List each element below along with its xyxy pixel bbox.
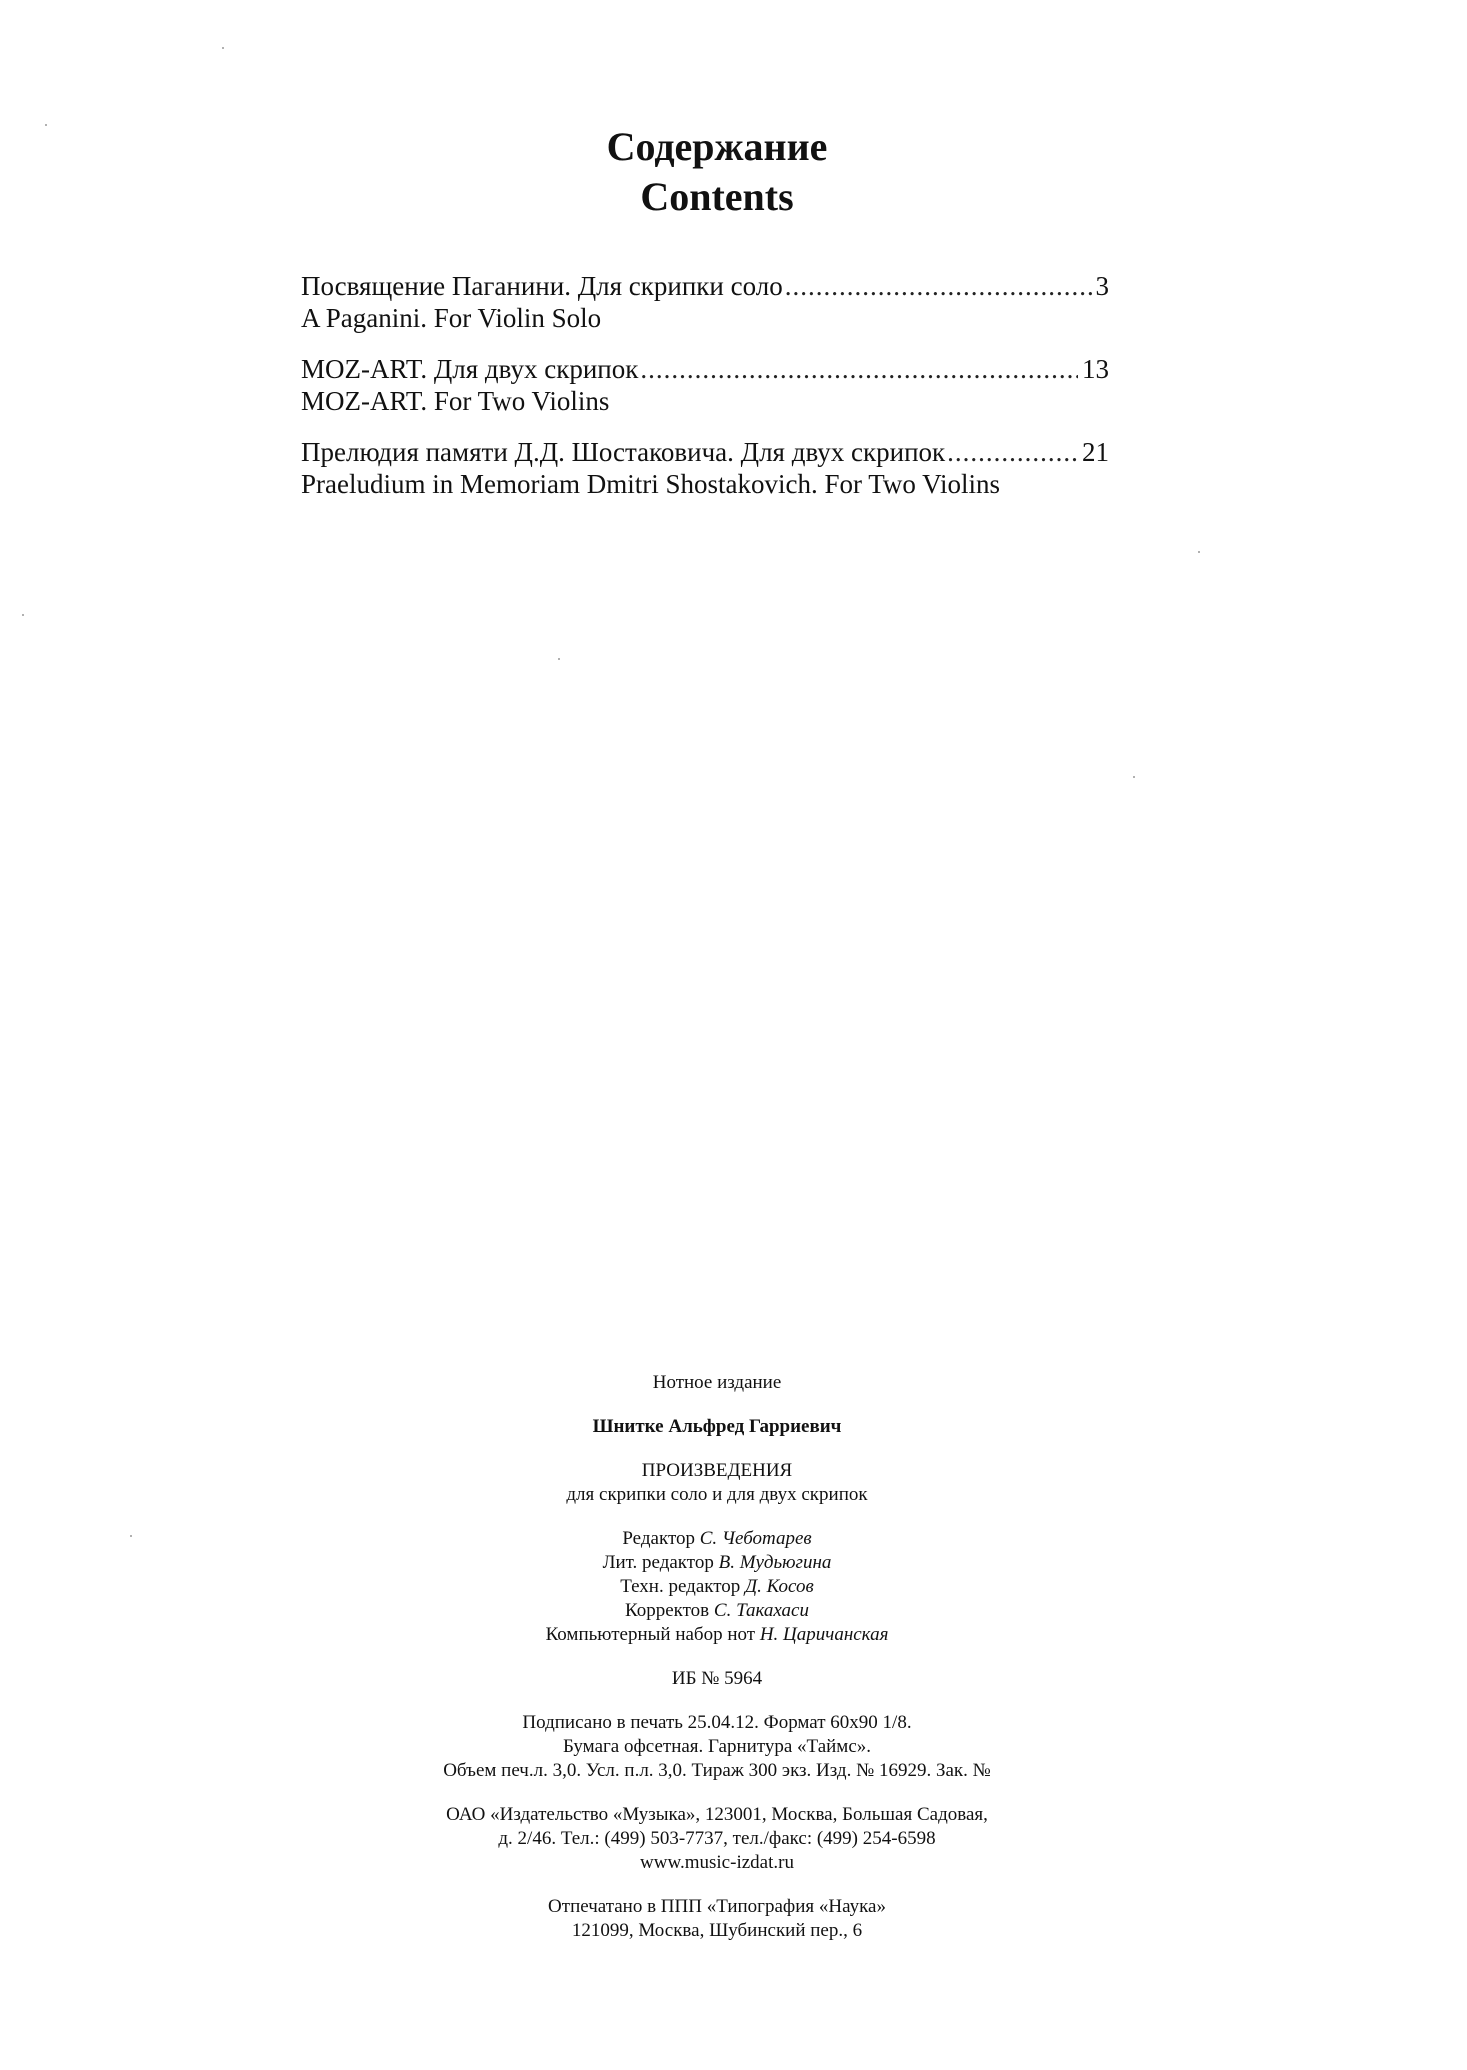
publisher-line: ОАО «Издательство «Музыка», 123001, Москва, Большая Садовая, — [446, 1804, 988, 1825]
toc-page-number[interactable]: 3 — [1095, 271, 1109, 301]
ib-number: ИБ № 5964 — [671, 1668, 763, 1689]
credit-role: Техн. редактор — [620, 1576, 741, 1597]
print-info-line: Объем печ.л. 3,0. Усл. п.л. 3,0. Тираж 300 экз. Изд. № 16929. Зак. № — [443, 1760, 991, 1781]
toc-line — [301, 270, 1109, 302]
scan-speck — [222, 47, 224, 49]
toc-page-number[interactable]: 13 — [1082, 354, 1109, 384]
work-subtitle: для скрипки соло и для двух скрипок — [566, 1484, 868, 1505]
table-of-contents — [301, 270, 1109, 519]
printer-line: Отпечатано в ППП «Типография «Наука» — [548, 1896, 886, 1917]
scan-speck — [1198, 551, 1200, 553]
scan-speck — [22, 614, 24, 616]
title-en: Contents — [640, 174, 794, 219]
toc-entry[interactable] — [301, 353, 1109, 417]
scan-speck — [1133, 776, 1135, 778]
credit-role: Корректов — [624, 1600, 710, 1621]
toc-page-number[interactable]: 21 — [1082, 437, 1109, 467]
credit-line — [0, 1551, 1434, 1575]
toc-title-en[interactable]: MOZ-ART. For Two Violins — [301, 386, 610, 416]
toc-entry[interactable] — [301, 270, 1109, 334]
publisher-line: д. 2/46. Тел.: (499) 503-7737, тел./факс: (499) 254-6598 — [498, 1828, 936, 1849]
credit-line — [0, 1623, 1434, 1647]
toc-line — [301, 353, 1109, 385]
printer-line: 121099, Москва, Шубинский пер., 6 — [571, 1920, 863, 1941]
imprint — [0, 1371, 1434, 1943]
edition-type: Нотное издание — [652, 1372, 782, 1393]
credit-person: С. Такахаси — [713, 1600, 809, 1621]
credit-line — [0, 1575, 1434, 1599]
print-info-line: Подписано в печать 25.04.12. Формат 60x90 1/8. — [522, 1712, 912, 1733]
leader-dots — [785, 270, 1092, 302]
scan-speck — [558, 658, 560, 660]
credit-role: Лит. редактор — [602, 1552, 714, 1573]
leader-dots — [947, 436, 1078, 468]
credit-person: Н. Царичанская — [759, 1624, 889, 1645]
author-name: Шнитке Альфред Гарриевич — [592, 1416, 842, 1437]
toc-entry[interactable] — [301, 436, 1109, 500]
print-info-line: Бумага офсетная. Гарнитура «Таймс». — [563, 1736, 871, 1757]
credit-line — [0, 1599, 1434, 1623]
toc-title-en[interactable]: A Paganini. For Violin Solo — [301, 303, 602, 333]
credit-person: В. Мудьюгина — [718, 1552, 832, 1573]
toc-title-en[interactable]: Praeludium in Memoriam Dmitri Shostakovich. For Two Violins — [301, 469, 1000, 499]
publisher-website[interactable]: www.music-izdat.ru — [640, 1852, 794, 1873]
credit-role: Компьютерный набор нот — [545, 1624, 756, 1645]
toc-title-ru[interactable]: Посвящение Паганини. Для скрипки соло — [301, 271, 783, 301]
toc-title-ru[interactable]: Прелюдия памяти Д.Д. Шостаковича. Для двух скрипок — [301, 437, 946, 467]
credit-role: Редактор — [622, 1528, 695, 1549]
toc-title-ru[interactable]: MOZ-ART. Для двух скрипок — [301, 354, 639, 384]
credit-person: Д. Косов — [745, 1576, 814, 1597]
title-ru: Содержание — [606, 124, 828, 169]
contents-title — [0, 122, 1434, 222]
work-title: ПРОИЗВЕДЕНИЯ — [641, 1460, 793, 1481]
leader-dots — [640, 353, 1078, 385]
credit-person: С. Чеботарев — [699, 1528, 812, 1549]
credit-line — [0, 1527, 1434, 1551]
toc-line — [301, 436, 1109, 468]
